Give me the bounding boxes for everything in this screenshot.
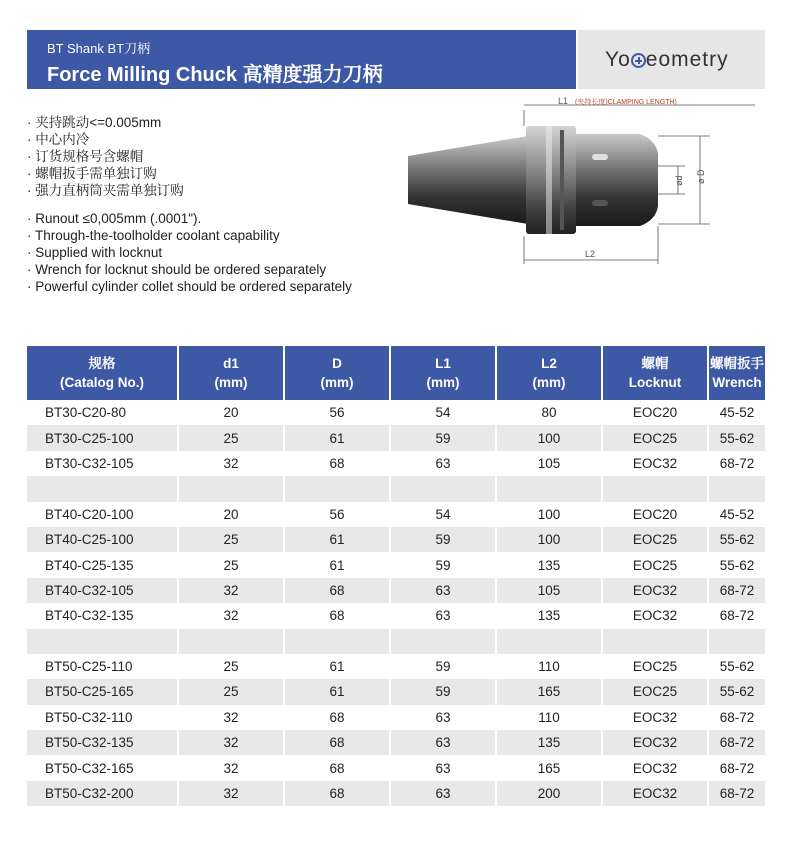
feature-zh-1: · 夹持跳动<=0.005mm (27, 115, 162, 130)
feature-zh-5: · 强力直柄筒夹需单独订购 (27, 183, 184, 198)
logo-text (605, 48, 729, 72)
table-cell: BT30-C20-80 (27, 400, 178, 425)
table-row (27, 730, 765, 755)
table-cell: 55-62 (708, 527, 765, 552)
table-cell: 68-72 (708, 451, 765, 476)
page-title: Force Milling Chuck 高精度强力刀柄 (47, 64, 383, 86)
table-cell: 56 (284, 502, 390, 527)
table-cell: 63 (390, 578, 496, 603)
table-row (27, 502, 765, 527)
table-cell: 68-72 (708, 755, 765, 780)
table-cell: 105 (496, 578, 602, 603)
table-cell: 32 (178, 578, 284, 603)
d-inner-label: ød (674, 175, 684, 186)
table-cell: 25 (178, 654, 284, 679)
table-cell: BT50-C32-135 (27, 730, 178, 755)
table-cell: 68-72 (708, 730, 765, 755)
table-cell: 59 (390, 425, 496, 450)
feature-en-4: · Wrench for locknut should be ordered separately (27, 262, 327, 277)
table-cell: 25 (178, 552, 284, 577)
col-d: D (mm) (284, 346, 390, 400)
table-cell: 68 (284, 705, 390, 730)
table-spacer-row (27, 476, 765, 501)
table-cell: 61 (284, 679, 390, 704)
table-cell: BT40-C32-135 (27, 603, 178, 628)
table-cell: BT50-C32-165 (27, 755, 178, 780)
table-cell: 61 (284, 654, 390, 679)
table-cell: 68 (284, 730, 390, 755)
table-cell: EOC25 (602, 552, 708, 577)
table-cell: BT40-C32-105 (27, 578, 178, 603)
feature-en-3: · Supplied with locknut (27, 245, 163, 260)
l1-label: L1 (558, 96, 569, 106)
col-catalog: 规格 (Catalog No.) (27, 346, 178, 400)
table-cell: 56 (284, 400, 390, 425)
logo-prefix: Yo (605, 48, 631, 71)
table-cell: BT40-C25-100 (27, 527, 178, 552)
table-cell: 63 (390, 705, 496, 730)
table-cell: 32 (178, 755, 284, 780)
taper-shank (408, 136, 528, 224)
table-cell: 68 (284, 781, 390, 806)
table-cell: 32 (178, 451, 284, 476)
table-cell: 59 (390, 527, 496, 552)
table-cell: EOC32 (602, 781, 708, 806)
table-cell: EOC20 (602, 502, 708, 527)
col-l1: L1 (mm) (390, 346, 496, 400)
table-cell: 25 (178, 679, 284, 704)
table-cell: 54 (390, 400, 496, 425)
table-row (27, 603, 765, 628)
table-cell: 100 (496, 527, 602, 552)
table-cell: 55-62 (708, 425, 765, 450)
table-cell: 59 (390, 679, 496, 704)
logo-suffix: eometry (645, 48, 729, 71)
table-cell: 61 (284, 527, 390, 552)
feature-zh-2: · 中心内冷 (27, 132, 90, 147)
table-row (27, 552, 765, 577)
table-cell: BT30-C32-105 (27, 451, 178, 476)
table-cell: 59 (390, 552, 496, 577)
table-cell: 55-62 (708, 654, 765, 679)
table-cell: 135 (496, 730, 602, 755)
table-row (27, 679, 765, 704)
table-cell: EOC25 (602, 654, 708, 679)
table-row (27, 654, 765, 679)
table-cell: 25 (178, 527, 284, 552)
table-cell: 20 (178, 502, 284, 527)
table-cell: 32 (178, 603, 284, 628)
table-header-row (27, 346, 765, 400)
feature-zh-3: · 订货规格号含螺帽 (27, 149, 144, 164)
table-cell: 200 (496, 781, 602, 806)
table-row (27, 755, 765, 780)
header-subtitle: BT Shank BT刀柄 (47, 41, 151, 56)
table-cell: 32 (178, 781, 284, 806)
table-cell: 25 (178, 425, 284, 450)
table-row (27, 781, 765, 806)
table-cell: 68 (284, 451, 390, 476)
table-cell: EOC20 (602, 400, 708, 425)
table-cell: 32 (178, 730, 284, 755)
table-row (27, 400, 765, 425)
table-cell: 68 (284, 755, 390, 780)
feature-zh-4: · 螺帽扳手需单独订购 (27, 166, 157, 181)
table-cell: BT50-C25-165 (27, 679, 178, 704)
col-locknut: 螺帽 Locknut (602, 346, 708, 400)
table-cell: EOC25 (602, 679, 708, 704)
col-d1: d1 (mm) (178, 346, 284, 400)
table-cell: 63 (390, 603, 496, 628)
table-cell: 135 (496, 603, 602, 628)
table-cell: 54 (390, 502, 496, 527)
table-cell: 68 (284, 578, 390, 603)
table-cell: 59 (390, 654, 496, 679)
feature-list (27, 114, 352, 295)
chuck-body (576, 134, 658, 226)
table-row (27, 527, 765, 552)
table-row (27, 451, 765, 476)
table-cell: BT30-C25-100 (27, 425, 178, 450)
table-cell: 55-62 (708, 552, 765, 577)
table-cell: 135 (496, 552, 602, 577)
table-cell: EOC32 (602, 578, 708, 603)
table-cell: BT40-C25-135 (27, 552, 178, 577)
table-cell: 100 (496, 502, 602, 527)
table-cell: 110 (496, 705, 602, 730)
table-cell: 55-62 (708, 679, 765, 704)
table-row (27, 578, 765, 603)
table-cell: 110 (496, 654, 602, 679)
table-cell: 68-72 (708, 578, 765, 603)
table-cell: 80 (496, 400, 602, 425)
table-cell: 61 (284, 425, 390, 450)
table-cell: 63 (390, 781, 496, 806)
feature-en-2: · Through-the-toolholder coolant capability (27, 228, 280, 243)
table-cell: 32 (178, 705, 284, 730)
crosshair-icon (631, 53, 646, 68)
table-cell: EOC32 (602, 451, 708, 476)
table-cell: EOC25 (602, 527, 708, 552)
col-wrench: 螺帽扳手 Wrench (708, 346, 765, 400)
table-row (27, 705, 765, 730)
table-cell: 68-72 (708, 705, 765, 730)
chuck-drawing (400, 96, 760, 266)
feature-en-1: · Runout ≤0,005mm (.0001"). (27, 211, 202, 226)
page-header (27, 30, 576, 89)
table-cell: 68-72 (708, 603, 765, 628)
table-cell: BT50-C32-200 (27, 781, 178, 806)
table-cell: 165 (496, 755, 602, 780)
table-cell: 68-72 (708, 781, 765, 806)
table-cell: 45-52 (708, 400, 765, 425)
table-cell: EOC25 (602, 425, 708, 450)
table-cell: 63 (390, 730, 496, 755)
col-l2: L2 (mm) (496, 346, 602, 400)
table-cell: 63 (390, 755, 496, 780)
table-cell: 68 (284, 603, 390, 628)
table-cell: EOC32 (602, 603, 708, 628)
table-cell: EOC32 (602, 755, 708, 780)
table-row (27, 425, 765, 450)
l2-label: L2 (585, 249, 596, 259)
table-cell: 63 (390, 451, 496, 476)
feature-en-5: · Powerful cylinder collet should be ordered separately (27, 279, 352, 294)
d-outer-label: ø D (696, 169, 706, 184)
table-cell: 165 (496, 679, 602, 704)
table-cell: 61 (284, 552, 390, 577)
table-cell: EOC32 (602, 705, 708, 730)
table-spacer-row (27, 629, 765, 654)
brand-logo (578, 30, 765, 89)
table-cell: 105 (496, 451, 602, 476)
table-cell: EOC32 (602, 730, 708, 755)
table-cell: BT40-C20-100 (27, 502, 178, 527)
table-cell: BT50-C25-110 (27, 654, 178, 679)
spec-table (27, 346, 765, 806)
l1-note: (夹持长度)CLAMPING LENGTH) (575, 99, 677, 106)
table-cell: 100 (496, 425, 602, 450)
table-cell: 20 (178, 400, 284, 425)
table-cell: 45-52 (708, 502, 765, 527)
table-cell: BT50-C32-110 (27, 705, 178, 730)
